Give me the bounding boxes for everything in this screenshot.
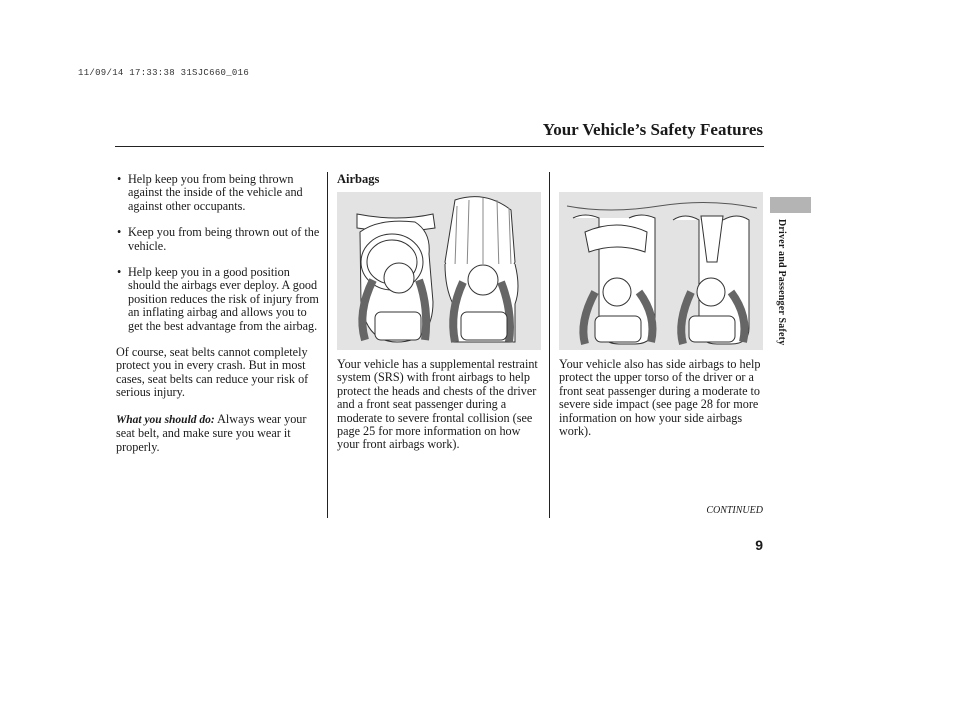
print-stamp: 11/09/14 17:33:38 31SJC660_016 [78, 68, 250, 78]
side-airbags-illustration [559, 192, 763, 350]
section-tab [770, 197, 811, 213]
bullet-text: Help keep you in a good position should the airbags ever deploy. A good position reduces the risk of injury from an inflating airbag and allows you to get the best advantage from the airbag. [128, 265, 319, 333]
bullet-icon: • [117, 265, 122, 280]
title-rule [115, 146, 764, 147]
section-tab-label: Driver and Passenger Safety [776, 219, 787, 346]
front-airbags-text: Your vehicle has a supplemental restraint system (SRS) with front airbags to help protect the heads and chests of the driver and a front seat passenger during a moderate to severe frontal collision (see page 25 for more information on how your front airbags work). [337, 357, 538, 452]
advice-label: What you should do: [116, 413, 215, 426]
column-divider-2 [549, 172, 550, 518]
list-item [116, 266, 320, 333]
limitations-paragraph: Of course, seat belts cannot completely protect you in every crash. But in most cases, seat belts can reduce your risk of serious injury. [116, 345, 309, 400]
front-airbags-figure [337, 192, 541, 350]
bullet-text: Keep you from being thrown out of the vehicle. [128, 225, 320, 253]
left-column [116, 173, 320, 454]
page-number: 9 [755, 537, 763, 553]
list-item [116, 173, 320, 213]
bullet-icon: • [117, 225, 122, 240]
column-divider-1 [327, 172, 328, 518]
seat-belt-benefits-list [116, 173, 320, 333]
airbags-heading: Airbags [337, 172, 380, 186]
advice-paragraph [116, 413, 320, 454]
advice-text: Always wear your seat belt, and make sure you wear it properly. [116, 411, 307, 454]
bullet-text: Help keep you from being thrown against the inside of the vehicle and against other occupants. [128, 172, 303, 213]
continued-label: CONTINUED [706, 505, 763, 516]
side-airbags-text: Your vehicle also has side airbags to help protect the upper torso of the driver or a front seat passenger during a moderate to severe side impact (see page 28 for more information on how your side airbags work). [559, 357, 761, 439]
bullet-icon: • [117, 172, 122, 186]
list-item [116, 226, 320, 253]
side-airbags-figure [559, 192, 763, 350]
front-airbags-illustration [337, 192, 541, 350]
section-title: Your Vehicle’s Safety Features [542, 120, 763, 139]
